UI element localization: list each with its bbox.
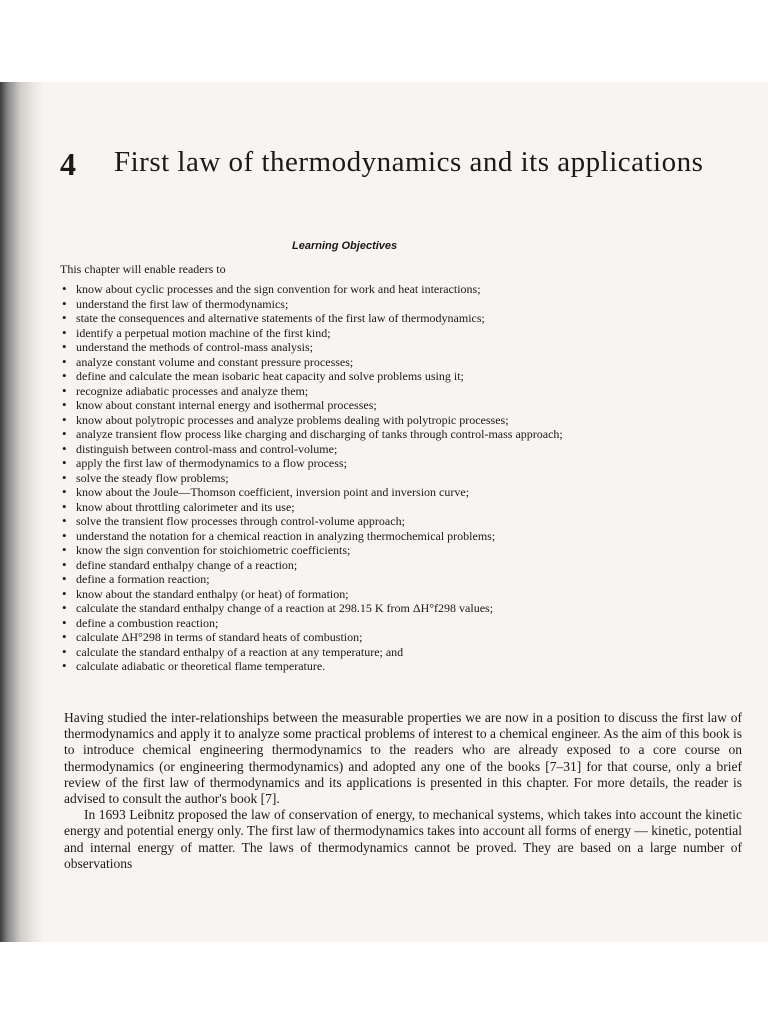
objective-item: • know about cyclic processes and the sign convention for work and heat interactions;	[62, 282, 702, 297]
objective-item: • calculate the standard enthalpy change of a reaction at 298.15 K from ΔH°f298 values;	[62, 601, 702, 616]
objective-item: • know about throttling calorimeter and its use;	[62, 500, 702, 515]
objective-item: • calculate adiabatic or theoretical flame temperature.	[62, 659, 702, 674]
objective-item: • calculate the standard enthalpy of a reaction at any temperature; and	[62, 645, 702, 660]
objective-item: • define a formation reaction;	[62, 572, 702, 587]
objective-item: • calculate ΔH°298 in terms of standard heats of combustion;	[62, 630, 702, 645]
objective-item: • understand the notation for a chemical reaction in analyzing thermochemical problems;	[62, 529, 702, 544]
objective-item: • state the consequences and alternative statements of the first law of thermodynamics;	[62, 311, 702, 326]
body-paragraph: In 1693 Leibnitz proposed the law of conservation of energy, to mechanical systems, which takes into account the kinetic energy and potential energy only. The first law of thermodynamics takes into account all forms of energy — kinetic, potential and internal energy of matter. The laws of thermodynamics cannot be proved. They are based on a large number of observations	[64, 807, 742, 871]
chapter-number: 4	[60, 146, 76, 182]
body-paragraph: Having studied the inter-relationships between the measurable properties we are now in a position to discuss the first law of thermodynamics and apply it to analyze some practical problems of interest to a chemical engineer. As the aim of this book is to introduce chemical engineering thermodynamics to the readers who are already exposed to a core course on thermodynamics (or engineering thermodynamics) and adopted any one of the books [7–31] for that course, only a brief review of the first law of thermodynamics and its applications is presented in this chapter. For more details, the reader is advised to consult the author's book [7].	[64, 710, 742, 807]
objective-item: • solve the transient flow processes through control-volume approach;	[62, 514, 702, 529]
learning-objectives-list	[62, 282, 702, 674]
objective-item: • define standard enthalpy change of a reaction;	[62, 558, 702, 573]
objective-item: • apply the first law of thermodynamics to a flow process;	[62, 456, 702, 471]
objective-item: • define a combustion reaction;	[62, 616, 702, 631]
objective-item: • solve the steady flow problems;	[62, 471, 702, 486]
learning-objectives-heading: Learning Objectives	[292, 240, 398, 252]
objective-item: • know about the standard enthalpy (or heat) of formation;	[62, 587, 702, 602]
book-spine-shadow	[0, 82, 44, 942]
body-text	[64, 710, 742, 872]
objective-item: • identify a perpetual motion machine of the first kind;	[62, 326, 702, 341]
objective-item: • distinguish between control-mass and control-volume;	[62, 442, 702, 457]
chapter-title: First law of thermodynamics and its applications	[114, 146, 704, 178]
objective-item: • analyze constant volume and constant pressure processes;	[62, 355, 702, 370]
objective-item: • recognize adiabatic processes and analyze them;	[62, 384, 702, 399]
objective-item: • analyze transient flow process like charging and discharging of tanks through control-mass approach;	[62, 427, 702, 442]
objective-item: • know the sign convention for stoichiometric coefficients;	[62, 543, 702, 558]
objective-item: • know about constant internal energy and isothermal processes;	[62, 398, 702, 413]
objective-item: • understand the methods of control-mass analysis;	[62, 340, 702, 355]
objective-item: • know about polytropic processes and analyze problems dealing with polytropic processes;	[62, 413, 702, 428]
learning-objectives-intro: This chapter will enable readers to	[60, 262, 226, 276]
objective-item: • define and calculate the mean isobaric heat capacity and solve problems using it;	[62, 369, 702, 384]
objective-item: • know about the Joule—Thomson coefficient, inversion point and inversion curve;	[62, 485, 702, 500]
objective-item: • understand the first law of thermodynamics;	[62, 297, 702, 312]
